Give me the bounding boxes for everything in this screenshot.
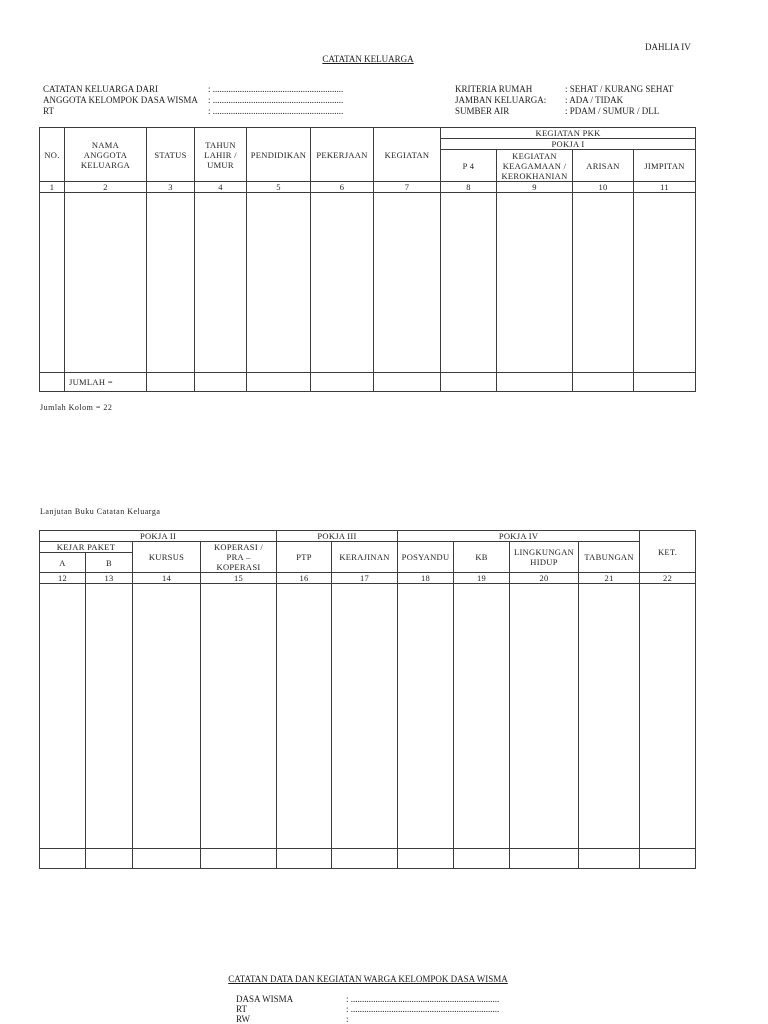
column-number: 6 (311, 182, 374, 193)
column-number: 19 (454, 573, 510, 584)
header-environment: LINGKUNGAN HIDUP (510, 542, 579, 573)
total-cell (573, 373, 634, 392)
entry-cell (201, 584, 277, 849)
total-cell (441, 373, 497, 392)
total-cell (634, 373, 696, 392)
column-number: 7 (374, 182, 441, 193)
column-number: 14 (133, 573, 201, 584)
column-number-row (40, 182, 696, 193)
header-p4: P 4 (441, 150, 497, 182)
info-label-rt: RT (43, 106, 54, 116)
total-label: JUMLAH = (65, 373, 147, 392)
header-course: KURSUS (133, 542, 201, 573)
column-number: 17 (332, 573, 398, 584)
total-cell (332, 849, 398, 869)
header-kejar-paket-b: B (86, 553, 133, 573)
header-handicraft: KERAJINAN (332, 542, 398, 573)
column-number: 12 (40, 573, 86, 584)
column-number: 9 (497, 182, 573, 193)
info-label-family-of: CATATAN KELUARGA DARI (43, 84, 159, 94)
summary-label-rt: RT (236, 1004, 247, 1014)
page-title: CATATAN KELUARGA (322, 54, 414, 64)
header-pkk-activities-group: KEGIATAN PKK (441, 128, 696, 139)
total-cell (454, 849, 510, 869)
total-cell (40, 849, 86, 869)
table-body-row (40, 584, 696, 849)
total-cell (497, 373, 573, 392)
header-status: STATUS (147, 128, 195, 182)
total-cell (133, 849, 201, 869)
entry-cell (441, 193, 497, 373)
info-label-house-criteria: KRITERIA RUMAH (455, 84, 533, 94)
total-cell (398, 849, 454, 869)
total-cell (510, 849, 579, 869)
info-value-family-of: : .......................................................... (208, 84, 344, 94)
entry-cell (579, 584, 640, 849)
header-occupation: PEKERJAAN (311, 128, 374, 182)
column-number-row (40, 573, 696, 584)
column-number: 13 (86, 573, 133, 584)
entry-cell (247, 193, 311, 373)
total-cell (40, 373, 65, 392)
header-family-member-name: NAMA ANGGOTA KELUARGA (65, 128, 147, 182)
column-number: 10 (573, 182, 634, 193)
header-ptp: PTP (277, 542, 332, 573)
entry-cell (40, 584, 86, 849)
header-jimpitan: JIMPITAN (634, 150, 696, 182)
total-cell (374, 373, 441, 392)
header-kb: KB (454, 542, 510, 573)
entry-cell (497, 193, 573, 373)
column-number: 15 (201, 573, 277, 584)
header-activity: KEGIATAN (374, 128, 441, 182)
column-number: 4 (195, 182, 247, 193)
summary-value-rt: : .................................................................. (346, 1004, 500, 1014)
info-label-water-source: SUMBER AIR (455, 106, 510, 116)
summary-title: CATATAN DATA DAN KEGIATAN WARGA KELOMPOK DASA WISMA (228, 974, 508, 984)
column-number: 5 (247, 182, 311, 193)
entry-cell (374, 193, 441, 373)
header-notes: KET. (640, 531, 696, 573)
column-number: 2 (65, 182, 147, 193)
header-no: NO. (40, 128, 65, 182)
column-number: 22 (640, 573, 696, 584)
total-cell (277, 849, 332, 869)
entry-cell (147, 193, 195, 373)
total-cell (201, 849, 277, 869)
column-number: 21 (579, 573, 640, 584)
column-count-note: Jumlah Kolom = 22 (40, 403, 113, 412)
header-kejar-paket-group: KEJAR PAKET (40, 542, 133, 553)
column-number: 18 (398, 573, 454, 584)
info-value-rt: : .......................................................... (208, 106, 344, 116)
continuation-label: Lanjutan Buku Catatan Keluarga (40, 507, 161, 516)
entry-cell (277, 584, 332, 849)
column-number: 3 (147, 182, 195, 193)
table-header-row (40, 128, 696, 139)
summary-label-dasa-wisma: DASA WISMA (236, 994, 294, 1004)
table-header-row (40, 542, 696, 553)
summary-value-dasa-wisma: : .................................................................. (346, 994, 500, 1004)
entry-cell (634, 193, 696, 373)
total-cell (311, 373, 374, 392)
entry-cell (311, 193, 374, 373)
entry-cell (454, 584, 510, 849)
table-header-row (40, 531, 696, 542)
header-arisan: ARISAN (573, 150, 634, 182)
family-members-table (39, 127, 696, 392)
header-savings: TABUNGAN (579, 542, 640, 573)
summary-label-rw: RW (236, 1014, 251, 1024)
entry-cell (40, 193, 65, 373)
entry-cell (195, 193, 247, 373)
total-cell (247, 373, 311, 392)
total-cell (640, 849, 696, 869)
table-total-row (40, 849, 696, 869)
header-religious-activity: KEGIATAN KEAGAMAAN / KEROKHANIAN (497, 150, 573, 182)
column-number: 1 (40, 182, 65, 193)
table-body-row (40, 193, 696, 373)
entry-cell (640, 584, 696, 849)
header-posyandu: POSYANDU (398, 542, 454, 573)
summary-value-rw: : (346, 1014, 349, 1024)
header-birth-year-age: TAHUN LAHIR / UMUR (195, 128, 247, 182)
info-value-dasa-wisma-member: : .......................................................... (208, 95, 344, 105)
entry-cell (573, 193, 634, 373)
info-label-family-toilet: JAMBAN KELUARGA: (455, 95, 547, 105)
entry-cell (398, 584, 454, 849)
total-cell (195, 373, 247, 392)
entry-cell (65, 193, 147, 373)
info-value-water-source: : PDAM / SUMUR / DLL (565, 106, 660, 116)
info-value-house-criteria: : SEHAT / KURANG SEHAT (565, 84, 674, 94)
entry-cell (133, 584, 201, 849)
header-education: PENDIDIKAN (247, 128, 311, 182)
total-cell (86, 849, 133, 869)
entry-cell (332, 584, 398, 849)
column-number: 20 (510, 573, 579, 584)
column-number: 11 (634, 182, 696, 193)
form-code: DAHLIA IV (645, 42, 691, 52)
header-cooperative: KOPERASI / PRA – KOPERASI (201, 542, 277, 573)
header-pokja-1-group: POKJA I (441, 139, 696, 150)
header-pokja-4-group: POKJA IV (398, 531, 640, 542)
continuation-table (39, 530, 696, 869)
header-pokja-2-group: POKJA II (40, 531, 277, 542)
entry-cell (86, 584, 133, 849)
info-value-family-toilet: : ADA / TIDAK (565, 95, 624, 105)
column-number: 16 (277, 573, 332, 584)
total-cell (579, 849, 640, 869)
column-number: 8 (441, 182, 497, 193)
table-total-row (40, 373, 696, 392)
header-kejar-paket-a: A (40, 553, 86, 573)
entry-cell (510, 584, 579, 849)
header-pokja-3-group: POKJA III (277, 531, 398, 542)
info-label-dasa-wisma-member: ANGGOTA KELOMPOK DASA WISMA (43, 95, 198, 105)
total-cell (147, 373, 195, 392)
